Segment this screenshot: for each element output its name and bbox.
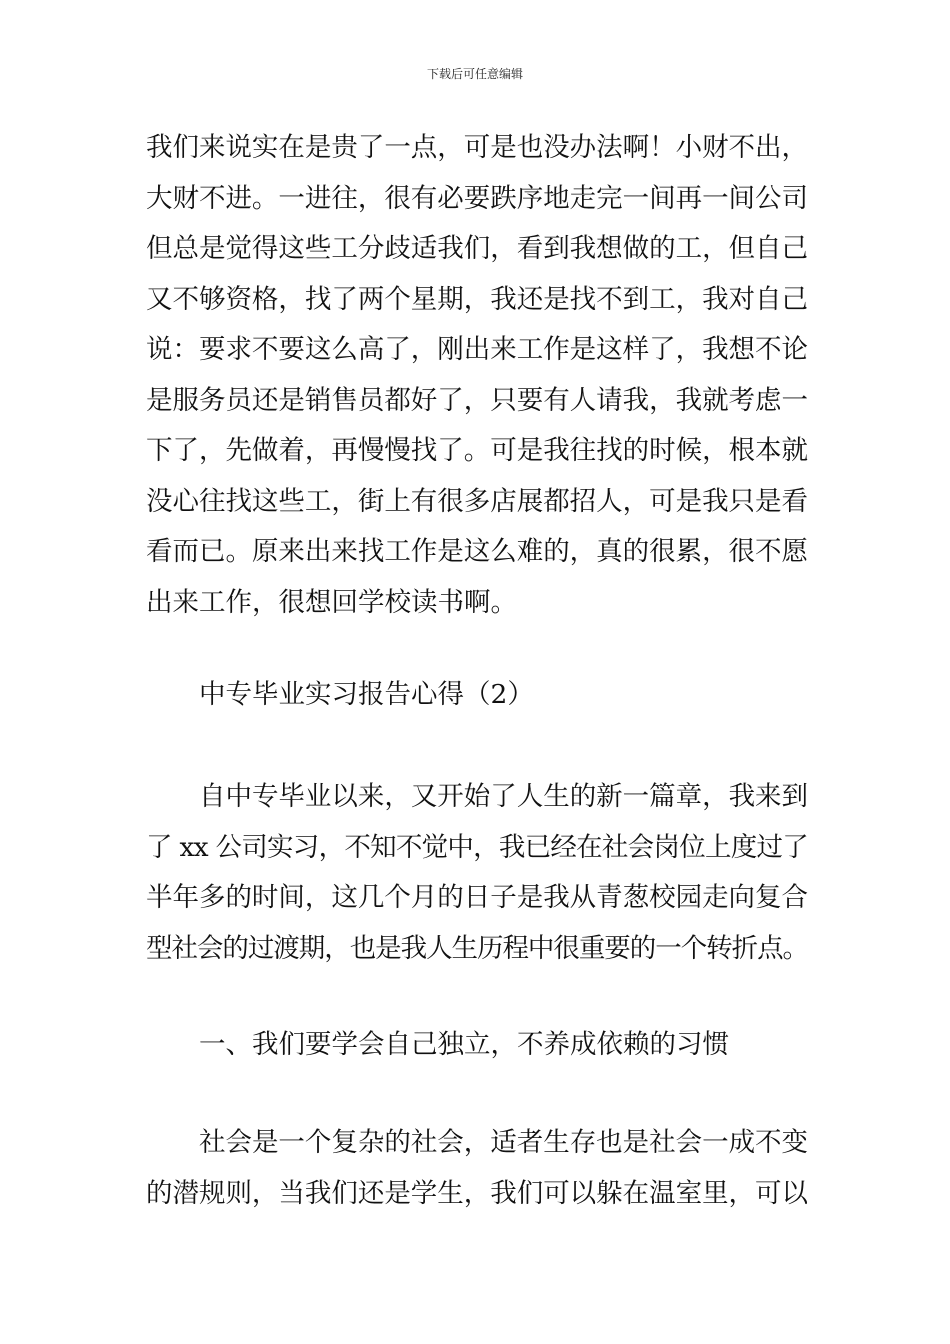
section-heading-report (146, 670, 808, 721)
text-line: 自中专毕业以来，又开始了人生的新一篇章，我来到 (199, 781, 808, 812)
text-line: 没心往找这些工，街上有很多店展都招人，可是我只是看 (146, 485, 808, 517)
text-line: 型社会的过渡期，也是我人生历程中很重要的一个转折点。 (146, 932, 808, 964)
page-header-note: 下载后可任意编辑 (426, 67, 523, 81)
text-line: 我们来说实在是贵了一点，可是也没办法啊！小财不出， (146, 132, 808, 163)
text-line: 说：要求不要这么高了，刚出来工作是这样了，我想不论 (146, 334, 808, 365)
text-line: 半年多的时间，这几个月的日子是我从青葱校园走向复合 (146, 882, 808, 913)
text-line: 下了，先做着，再慢慢找了。可是我往找的时候，根本就 (146, 435, 808, 466)
heading-text: 中专毕业实习报告心得（2） (199, 679, 534, 710)
text-line: 看而已。原来出来找工作是这么难的，真的很累，很不愿 (146, 536, 808, 567)
section-heading-independence (146, 1020, 808, 1071)
text-line: 但总是觉得这些工分歧适我们，看到我想做的工，但自己 (146, 233, 808, 264)
paragraph-job-search (146, 123, 808, 628)
text-line: 社会是一个复杂的社会，适者生存也是社会一成不变 (199, 1127, 808, 1158)
text-line: 是服务员还是销售员都好了，只要有人请我，我就考虑一 (146, 384, 808, 416)
text-line: 的潜规则，当我们还是学生，我们可以躲在温室里，可以 (146, 1177, 808, 1209)
text-line: 出来工作，很想回学校读书啊。 (146, 586, 517, 618)
paragraph-internship-intro (146, 772, 808, 974)
paragraph-society (146, 1118, 808, 1219)
text-line: 大财不进。一进往，很有必要跌序地走完一间再一间公司 (146, 182, 808, 214)
text-line: 了 xx 公司实习，不知不觉中，我已经在社会岗位上度过了 (146, 831, 808, 863)
text-line: 又不够资格，找了两个星期，我还是找不到工，我对自己 (146, 283, 808, 315)
heading-text: 一、我们要学会自己独立，不养成依赖的习惯 (199, 1029, 729, 1060)
